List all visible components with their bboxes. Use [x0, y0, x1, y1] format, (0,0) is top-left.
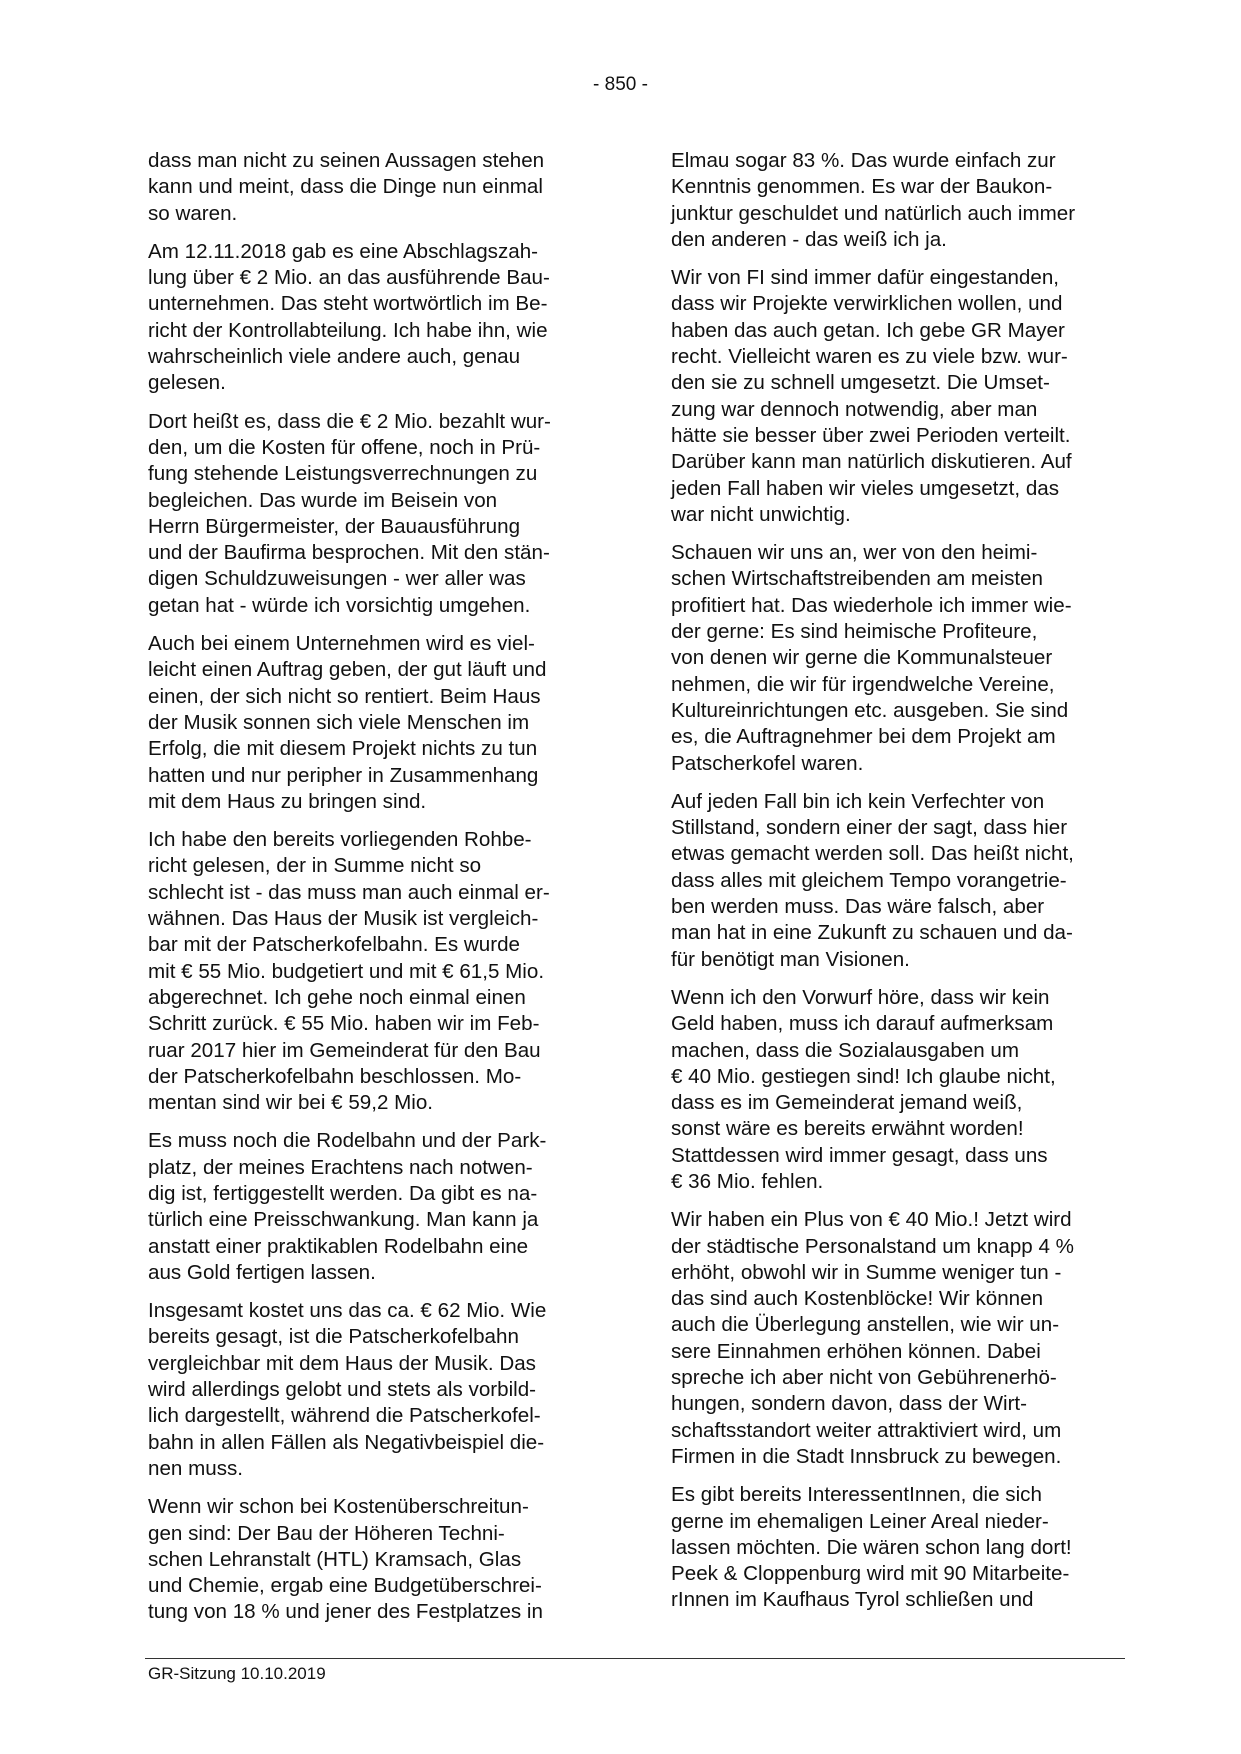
- text-line: so waren.: [148, 201, 238, 225]
- text-line: Herrn Bürgermeister, der Bauausführung: [148, 514, 521, 538]
- text-line: mit dem Haus zu bringen sind.: [148, 789, 427, 813]
- text-line: Insgesamt kostet uns das ca. € 62 Mio. Wie: [148, 1299, 547, 1323]
- text-line: unternehmen. Das steht wortwörtlich im Be-: [148, 292, 548, 316]
- text-line: schaftsstandort weiter attraktiviert wird, um: [671, 1418, 1062, 1442]
- text-line: für benötigt man Visionen.: [671, 947, 910, 971]
- text-line: dass wir Projekte verwirklichen wollen, und: [671, 292, 1063, 316]
- paragraph: [148, 1494, 598, 1625]
- left-column: [148, 148, 598, 1638]
- text-line: Firmen in die Stadt Innsbruck zu bewegen.: [671, 1444, 1062, 1468]
- text-line: gerne im ehemaligen Leiner Areal nieder-: [671, 1509, 1049, 1533]
- text-line: Dort heißt es, dass die € 2 Mio. bezahlt wur-: [148, 409, 551, 433]
- page-number: - 850 -: [593, 74, 648, 95]
- text-line: getan hat - würde ich vorsichtig umgehen.: [148, 593, 531, 617]
- text-line: dass es im Gemeinderat jemand weiß,: [671, 1091, 1023, 1115]
- text-line: Wenn wir schon bei Kostenüberschreitun-: [148, 1495, 529, 1519]
- text-line: Darüber kann man natürlich diskutieren. Auf: [671, 450, 1072, 474]
- text-line: sonst wäre es bereits erwähnt worden!: [671, 1117, 1024, 1141]
- text-line: dig ist, fertiggestellt werden. Da gibt es na-: [148, 1181, 538, 1205]
- text-line: hätte sie besser über zwei Perioden verteilt.: [671, 423, 1071, 447]
- text-line: Kenntnis genommen. Es war der Baukon-: [671, 175, 1053, 199]
- text-line: und Chemie, ergab eine Budgetüberschrei-: [148, 1574, 542, 1598]
- text-line: € 40 Mio. gestiegen sind! Ich glaube nicht,: [671, 1064, 1056, 1088]
- text-line: dass alles mit gleichem Tempo vorangetrie-: [671, 868, 1067, 892]
- text-line: € 36 Mio. fehlen.: [671, 1169, 824, 1193]
- text-line: Geld haben, muss ich darauf aufmerksam: [671, 1012, 1054, 1036]
- text-line: schlecht ist - das muss man auch einmal er-: [148, 880, 550, 904]
- paragraph: [671, 1482, 1131, 1613]
- text-line: spreche ich aber nicht von Gebührenerhö-: [671, 1366, 1057, 1390]
- text-line: ruar 2017 hier im Gemeinderat für den Bau: [148, 1038, 541, 1062]
- text-line: digen Schuldzuweisungen - wer aller was: [148, 567, 526, 591]
- text-line: Kultureinrichtungen etc. ausgeben. Sie sind: [671, 698, 1069, 722]
- paragraph: [148, 1298, 598, 1482]
- footer-divider: [145, 1658, 1125, 1659]
- paragraph: [148, 239, 598, 397]
- text-line: man hat in eine Zukunft zu schauen und da-: [671, 921, 1073, 945]
- text-line: jeden Fall haben wir vieles umgesetzt, das: [671, 476, 1060, 500]
- text-line: sere Einnahmen erhöhen können. Dabei: [671, 1339, 1041, 1363]
- text-line: Ich habe den bereits vorliegenden Rohbe-: [148, 828, 532, 852]
- text-line: hungen, sondern davon, dass der Wirt-: [671, 1392, 1028, 1416]
- text-line: einen, der sich nicht so rentiert. Beim Haus: [148, 684, 541, 708]
- text-line: schen Wirtschaftstreibenden am meisten: [671, 567, 1043, 591]
- text-line: Patscherkofel waren.: [671, 751, 864, 775]
- text-line: dass man nicht zu seinen Aussagen stehen: [148, 149, 545, 172]
- text-line: junktur geschuldet und natürlich auch immer: [671, 201, 1076, 225]
- text-line: der Musik sonnen sich viele Menschen im: [148, 710, 530, 734]
- text-line: Stillstand, sondern einer der sagt, dass hier: [671, 816, 1068, 840]
- text-line: Am 12.11.2018 gab es eine Abschlagszah-: [148, 239, 539, 263]
- paragraph: [148, 631, 598, 815]
- text-line: fung stehende Leistungsverrechnungen zu: [148, 462, 538, 486]
- text-line: gelesen.: [148, 371, 226, 395]
- paragraph: [671, 540, 1131, 777]
- paragraph: [671, 789, 1131, 973]
- text-line: Erfolg, die mit diesem Projekt nichts zu tun: [148, 737, 538, 761]
- paragraph: [671, 265, 1131, 528]
- text-line: nehmen, die wir für irgendwelche Vereine,: [671, 672, 1055, 696]
- text-line: Peek & Cloppenburg wird mit 90 Mitarbeite-: [671, 1562, 1070, 1586]
- text-line: Stattdessen wird immer gesagt, dass uns: [671, 1143, 1048, 1167]
- text-line: und der Baufirma besprochen. Mit den stän-: [148, 541, 550, 565]
- text-line: nen muss.: [148, 1456, 244, 1480]
- text-line: Auf jeden Fall bin ich kein Verfechter von: [671, 789, 1045, 813]
- text-line: machen, dass die Sozialausgaben um: [671, 1038, 1020, 1062]
- text-line: auch die Überlegung anstellen, wie wir un-: [671, 1313, 1060, 1337]
- text-line: war nicht unwichtig.: [671, 502, 851, 526]
- text-line: von denen wir gerne die Kommunalsteuer: [671, 646, 1053, 670]
- footer-text: GR-Sitzung 10.10.2019: [148, 1664, 326, 1683]
- text-line: tung von 18 % und jener des Festplatzes in: [148, 1600, 543, 1624]
- text-line: lich dargestellt, während die Patscherkofel-: [148, 1404, 541, 1428]
- text-line: Auch bei einem Unternehmen wird es viel-: [148, 632, 535, 656]
- text-line: das sind auch Kostenblöcke! Wir können: [671, 1287, 1044, 1311]
- text-line: Wir von FI sind immer dafür eingestanden,: [671, 266, 1060, 290]
- text-line: mentan sind wir bei € 59,2 Mio.: [148, 1091, 434, 1115]
- text-line: richt gelesen, der in Summe nicht so: [148, 854, 482, 878]
- text-line: mit € 55 Mio. budgetiert und mit € 61,5 Mio.: [148, 959, 545, 983]
- text-line: anstatt einer praktikablen Rodelbahn eine: [148, 1234, 529, 1258]
- text-line: Wenn ich den Vorwurf höre, dass wir kein: [671, 985, 1050, 1009]
- text-line: Es muss noch die Rodelbahn und der Park-: [148, 1129, 547, 1153]
- text-line: der gerne: Es sind heimische Profiteure,: [671, 620, 1038, 644]
- text-line: richt der Kontrollabteilung. Ich habe ihn, wie: [148, 318, 548, 342]
- text-line: wahrscheinlich viele andere auch, genau: [148, 345, 521, 369]
- text-line: abgerechnet. Ich gehe noch einmal einen: [148, 985, 526, 1009]
- paragraph: [671, 148, 1131, 253]
- paragraph: [148, 148, 598, 227]
- text-line: es, die Auftragnehmer bei dem Projekt am: [671, 725, 1056, 749]
- text-line: Elmau sogar 83 %. Das wurde einfach zur: [671, 149, 1056, 172]
- text-line: türlich eine Preisschwankung. Man kann ja: [148, 1208, 539, 1232]
- text-line: leicht einen Auftrag geben, der gut läuft und: [148, 658, 547, 682]
- text-line: kann und meint, dass die Dinge nun einmal: [148, 175, 543, 199]
- text-line: platz, der meines Erachtens nach notwen-: [148, 1155, 533, 1179]
- text-line: Wir haben ein Plus von € 40 Mio.! Jetzt wird: [671, 1208, 1072, 1232]
- text-line: bereits gesagt, ist die Patscherkofelbahn: [148, 1325, 519, 1349]
- text-line: schen Lehranstalt (HTL) Kramsach, Glas: [148, 1547, 522, 1571]
- text-line: Schritt zurück. € 55 Mio. haben wir im Feb-: [148, 1012, 540, 1036]
- text-line: bar mit der Patscherkofelbahn. Es wurde: [148, 933, 521, 957]
- text-line: wähnen. Das Haus der Musik ist vergleich-: [148, 907, 539, 931]
- text-line: hatten und nur peripher in Zusammenhang: [148, 763, 539, 787]
- text-line: der Patscherkofelbahn beschlossen. Mo-: [148, 1064, 522, 1088]
- paragraph: [148, 827, 598, 1116]
- text-line: den sie zu schnell umgesetzt. Die Umset-: [671, 371, 1050, 395]
- text-line: zung war dennoch notwendig, aber man: [671, 397, 1038, 421]
- text-line: recht. Vielleicht waren es zu viele bzw. wur-: [671, 345, 1068, 369]
- text-line: vergleichbar mit dem Haus der Musik. Das: [148, 1351, 536, 1375]
- text-line: lung über € 2 Mio. an das ausführende Bau-: [148, 266, 550, 290]
- text-line: rInnen im Kaufhaus Tyrol schließen und: [671, 1588, 1034, 1612]
- text-line: wird allerdings gelobt und stets als vorbild-: [148, 1378, 537, 1402]
- text-line: aus Gold fertigen lassen.: [148, 1260, 376, 1284]
- text-line: der städtische Personalstand um knapp 4 %: [671, 1234, 1074, 1258]
- text-line: den, um die Kosten für offene, noch in Prü-: [148, 435, 541, 459]
- paragraph: [671, 1207, 1131, 1470]
- text-line: Es gibt bereits InteressentInnen, die sich: [671, 1483, 1042, 1507]
- text-line: Schauen wir uns an, wer von den heimi-: [671, 541, 1038, 565]
- text-line: haben das auch getan. Ich gebe GR Mayer: [671, 318, 1065, 342]
- text-line: erhöht, obwohl wir in Summe weniger tun -: [671, 1260, 1062, 1284]
- text-line: den anderen - das weiß ich ja.: [671, 227, 947, 251]
- text-line: etwas gemacht werden soll. Das heißt nicht,: [671, 842, 1074, 866]
- paragraph: [671, 985, 1131, 1195]
- text-line: bahn in allen Fällen als Negativbeispiel die-: [148, 1430, 545, 1454]
- text-line: ben werden muss. Das wäre falsch, aber: [671, 895, 1045, 919]
- text-line: gen sind: Der Bau der Höheren Techni-: [148, 1521, 505, 1545]
- text-line: begleichen. Das wurde im Beisein von: [148, 488, 498, 512]
- paragraph: [148, 1128, 598, 1286]
- paragraph: [148, 409, 598, 619]
- right-column: [671, 148, 1131, 1626]
- text-line: lassen möchten. Die wären schon lang dort!: [671, 1535, 1072, 1559]
- text-line: profitiert hat. Das wiederhole ich immer wie-: [671, 593, 1072, 617]
